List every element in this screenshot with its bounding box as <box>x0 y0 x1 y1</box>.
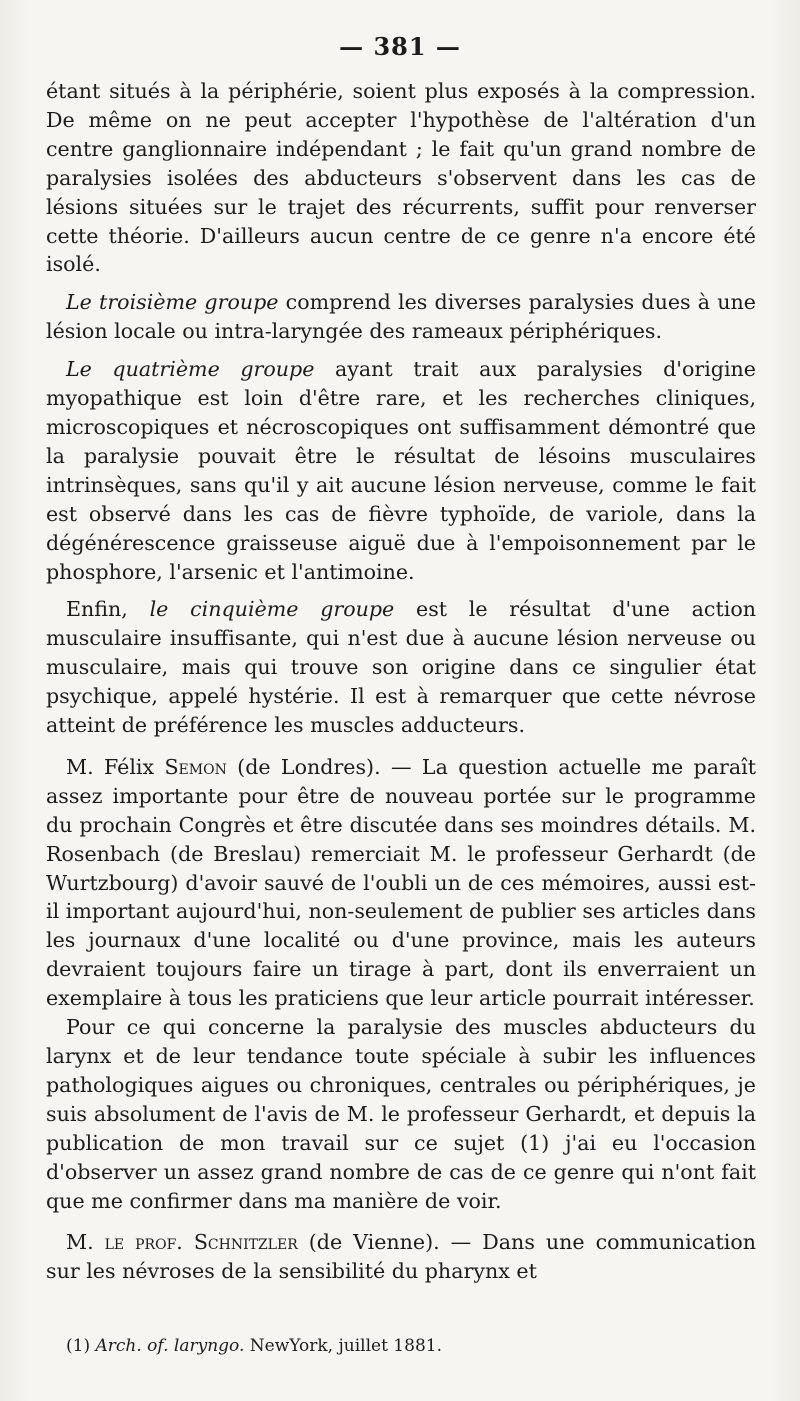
speaker-title: le prof. <box>104 1230 183 1255</box>
paragraph-7-text: (de Vienne). — Dans une communication sur les névroses de la sensibilité du pharynx et <box>46 1230 756 1284</box>
footnote-journal: Arch. of. laryngo. <box>95 1336 245 1356</box>
paragraph-7 <box>46 1228 756 1286</box>
paragraph-5 <box>46 753 756 1013</box>
group-heading-3: Le troisième groupe <box>66 290 279 315</box>
paragraph-2-text: comprend les diverses paralysies dues à une lésion locale ou intra-laryngée des rameaux périphériques. <box>46 290 756 344</box>
paragraph-4-lead: Enfin, <box>66 597 150 622</box>
group-heading-5: le cinquième groupe <box>149 597 395 622</box>
page-number: — 381 — <box>339 32 461 61</box>
footnote-marker: (1) <box>66 1336 96 1356</box>
speaker-name-semon: Semon <box>164 754 227 779</box>
paragraph-6: Pour ce qui concerne la paralysie des muscles abducteurs du larynx et de leur tendance toute spéciale à subir les influences pathologiques aigues ou chroniques, centrales ou périphériques, je suis absolument de l'avis de M. le professeur Gerhardt, et depuis la publication de mon travail sur ce sujet (1) j'ai eu l'occasion d'observer un assez grand nombre de cas de ce genre qui n'ont fait que me confirmer dans ma manière de voir. <box>46 1015 756 1213</box>
footnote-text: NewYork, juillet 1881. <box>244 1336 442 1356</box>
paragraph-5-lead: M. Félix <box>66 754 165 779</box>
paragraph-4 <box>46 595 756 740</box>
paragraph-1: étant situés à la périphérie, soient plus exposés à la compression. De même on ne peut accepter l'hypothèse de l'altération d'un centre ganglionnaire indépendant ; le fait qu'un grand nombre de paralysies isolées des abducteurs s'observent dans les cas de lésions situées sur le trajet des récurrents, suffit pour renverser cette théorie. D'ailleurs aucun centre de ce genre n'a encore été isolé. <box>46 79 756 277</box>
footnote <box>66 1334 756 1358</box>
body-text <box>46 77 756 1286</box>
group-heading-4: Le quatrième groupe <box>66 357 315 382</box>
paragraph-2 <box>46 288 756 346</box>
speaker-name-schnitzler: Schnitzler <box>193 1230 298 1255</box>
paragraph-4-text: est le résultat d'une action musculaire insuffisante, qui n'est due à aucune lésion nerveuse ou musculaire, mais qui trouve son origine dans ce singulier état psychique, appelé hystérie. Il est à remarquer que cette névrose atteint de préférence les muscles adducteurs. <box>46 597 756 738</box>
paragraph-3-text: ayant trait aux paralysies d'origine myopathique est loin d'être rare, et les recherches cliniques, microscopiques et nécroscopiques ont suffisamment démontré que la paralysie pouvait être le résultat de lésoins musculaires intrinsèques, sans qu'il y ait aucune lésion nerveuse, comme le fait est observé dans les cas de fièvre typhoïde, de variole, dans la dégénérescence graisseuse aiguë due à l'empoisonnement par le phosphore, l'arsenic et l'antimoine. <box>46 357 756 584</box>
paragraph-3 <box>46 355 756 586</box>
paragraph-7-lead: M. <box>66 1230 105 1255</box>
paragraph-5-text: (de Londres). — La question actuelle me paraît assez importante pour être de nouveau portée sur le programme du prochain Congrès et être discutée dans ses moindres détails. M. Rosenbach (de Breslau) remerciait M. le professeur Gerhardt (de Wurtzbourg) d'avoir sauvé de l'oubli un de ces mémoires, aussi est-il important aujourd'hui, non-seulement de publier ses articles dans les journaux d'une localité ou d'une province, mais les auteurs devraient toujours faire un tirage à part, dont ils enverraient un exemplaire à tous les praticiens que leur article pourrait intéresser. <box>46 754 756 1011</box>
